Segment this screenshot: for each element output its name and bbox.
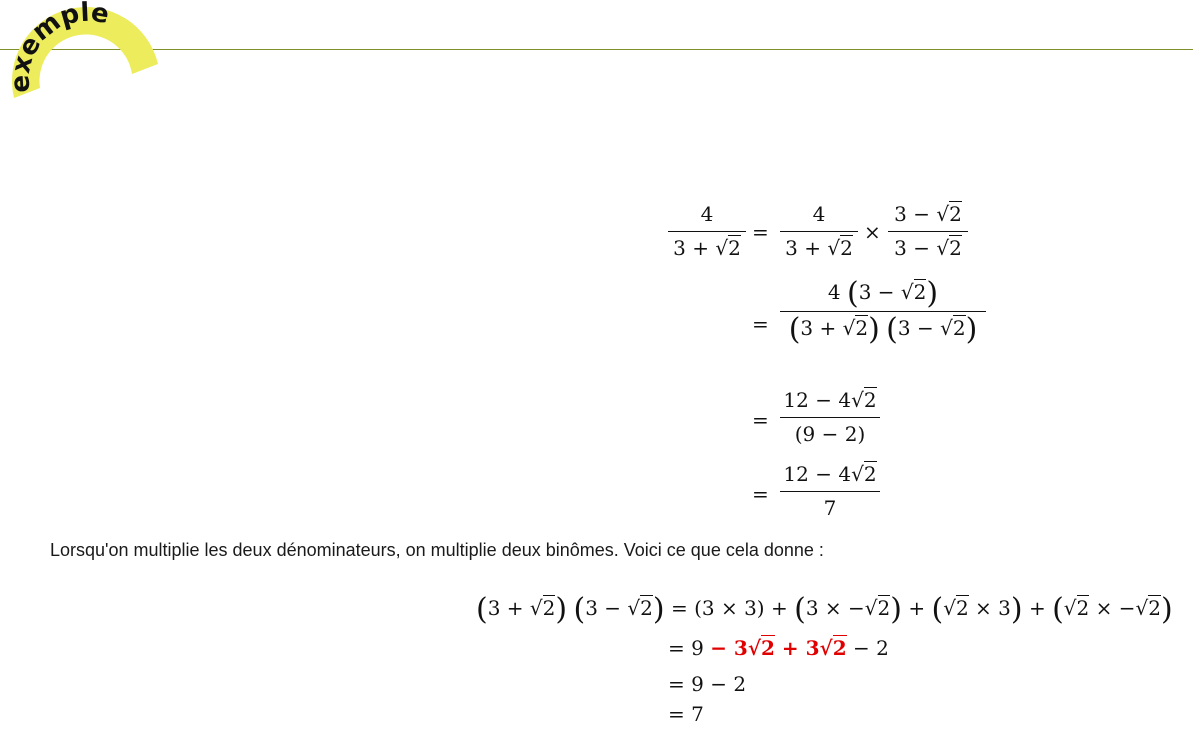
explanation-text: Lorsqu'on multiplie les deux dénominateurs, on multiplie deux binômes. Voici ce que cela donne : bbox=[50, 540, 824, 560]
badge-label: exemple bbox=[5, 0, 112, 94]
expansion-step-3: = 9 − 2 bbox=[668, 672, 747, 696]
equals-sign: = bbox=[752, 408, 769, 432]
equals-sign: = bbox=[752, 312, 769, 336]
equals-sign: = bbox=[752, 482, 769, 506]
fraction-simplified: 12 − 4√2 (9 − 2) bbox=[780, 388, 880, 446]
expansion-step-4: = 7 bbox=[668, 702, 704, 726]
expansion-step-2: = 9 − 3√2 + 3√2 − 2 bbox=[668, 636, 889, 660]
fraction-4-over: 4 3 + √2 bbox=[780, 202, 858, 260]
times-sign: × bbox=[864, 220, 881, 244]
fraction-final: 12 − 4√2 7 bbox=[780, 462, 880, 520]
lhs-fraction: 4 3 + √2 bbox=[668, 202, 746, 260]
binomial-expansion-row: (3 + √2) (3 − √2) = (3 × 3) + (3 × −√2) + (√2 × 3) + (√2 × −√2) bbox=[476, 592, 1173, 627]
expanded-fraction: 4 (3 − √2) (3 + √2) (3 − √2) bbox=[780, 280, 986, 342]
fraction-conjugate: 3 − √2 3 − √2 bbox=[888, 202, 968, 260]
equals-sign: = bbox=[752, 220, 769, 244]
